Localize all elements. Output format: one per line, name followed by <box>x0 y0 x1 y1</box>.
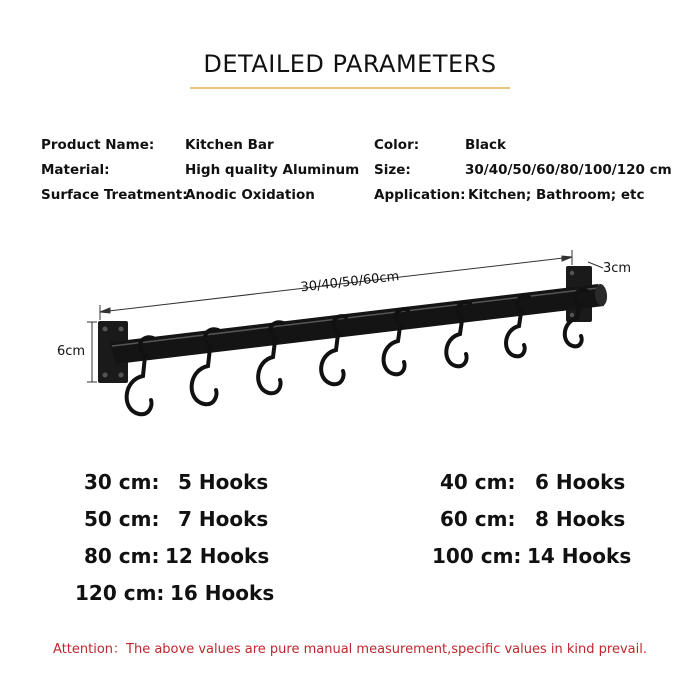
hook-size-60: 60 cm: <box>440 507 516 531</box>
application-label: Application: <box>374 187 466 203</box>
application-value: Kitchen; Bathroom; etc <box>468 187 645 203</box>
hook-count-120: 16 Hooks <box>170 581 275 605</box>
hook-count-50: 7 Hooks <box>178 507 269 531</box>
hook-count-80: 12 Hooks <box>165 544 270 568</box>
hanging-rail <box>110 283 608 364</box>
height-dimension-line <box>87 322 97 382</box>
color-value: Black <box>465 137 507 153</box>
product-diagram <box>0 240 700 440</box>
material-label: Material: <box>41 162 110 178</box>
hook-count-30: 5 Hooks <box>178 470 269 494</box>
size-label: Size: <box>374 162 411 178</box>
size-value: 30/40/50/60/80/100/120 cm <box>465 162 672 178</box>
title-underline <box>190 87 510 89</box>
hook-size-120: 120 cm: <box>75 581 165 605</box>
hook-size-50: 50 cm: <box>84 507 160 531</box>
surface-treatment-value: Anodic Oxidation <box>185 187 315 203</box>
hook-size-100: 100 cm: <box>432 544 522 568</box>
hook-size-80: 80 cm: <box>84 544 160 568</box>
product-name-value: Kitchen Bar <box>185 137 274 153</box>
material-value: High quality Aluminum <box>185 162 360 178</box>
depth-label: 3cm <box>603 261 632 276</box>
surface-treatment-label: Surface Treatment: <box>41 187 188 203</box>
height-label: 6cm <box>57 344 86 359</box>
product-name-label: Product Name: <box>41 137 155 153</box>
page-title: DETAILED PARAMETERS <box>203 50 497 78</box>
length-label: 30/40/50/60cm <box>299 269 401 296</box>
hook-count-40: 6 Hooks <box>535 470 626 494</box>
hook-count-60: 8 Hooks <box>535 507 626 531</box>
hook-count-100: 14 Hooks <box>527 544 632 568</box>
color-label: Color: <box>374 137 420 153</box>
attention-note: Attention：The above values are pure manual measurement,specific values in kind prevail. <box>53 642 647 657</box>
hook-size-40: 40 cm: <box>440 470 516 494</box>
hook-size-30: 30 cm: <box>84 470 160 494</box>
